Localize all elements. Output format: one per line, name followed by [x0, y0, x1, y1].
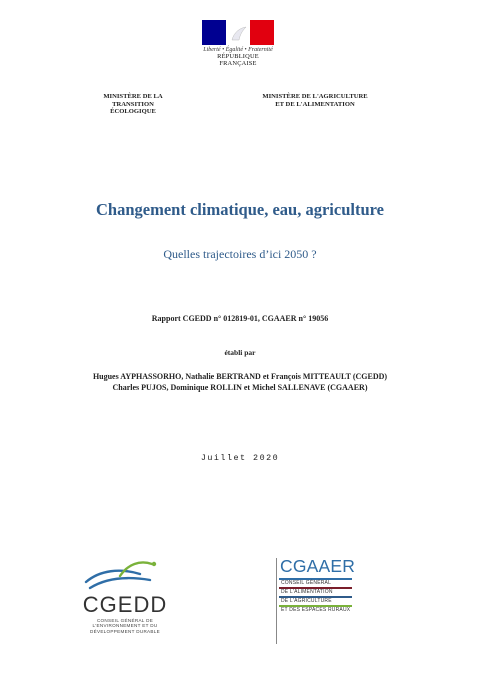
authors-cgedd: Hugues AYPHASSORHO, Nathalie BERTRAND et François MITTEAULT (CGEDD): [92, 372, 388, 381]
document-subtitle: Quelles trajectoires d’ici 2050 ?: [163, 247, 317, 261]
ministry-ecology-line1: MINISTÈRE DE LA TRANSITION: [103, 93, 163, 108]
republic-name: RÉPUBLIQUE FRANÇAISE: [217, 53, 259, 67]
cgedd-name: CGEDD: [82, 592, 168, 617]
ministry-agriculture: [260, 93, 370, 108]
ministry-ecology-line2: ÉCOLOGIQUE: [110, 108, 156, 116]
established-by: établi par: [224, 348, 256, 357]
cgaaer-line4: ET DES ESPACES RURAUX: [281, 607, 351, 613]
cgedd-sub-line2: L'ENVIRONNEMENT ET DU: [92, 623, 158, 629]
publication-date: Juillet 2020: [200, 453, 280, 463]
cgedd-subtitle: [80, 618, 170, 634]
ministry-agriculture-line1: MINISTÈRE DE L'AGRICULTURE: [262, 93, 368, 100]
tricolor-flag-icon: [202, 20, 274, 45]
report-reference: Rapport CGEDD n° 012819-01, CGAAER n° 19056: [151, 314, 329, 323]
cgaaer-line3: DE L'AGRICULTURE: [281, 598, 332, 604]
cgaaer-line1: CONSEIL GÉNÉRAL: [281, 580, 332, 586]
cgedd-emblem-icon: [80, 558, 170, 594]
marianne-logo: [202, 20, 274, 67]
cgaaer-name: CGAAER: [280, 556, 356, 576]
cgaaer-line2: DE L'ALIMENTATION: [281, 589, 333, 595]
ministry-agriculture-line2: ET DE L'ALIMENTATION: [275, 100, 355, 108]
cgedd-sub-line3: DÉVELOPPEMENT DURABLE: [89, 628, 161, 634]
ministry-ecology: [82, 93, 184, 116]
republic-motto: Liberté • Égalité • Fraternité: [203, 47, 273, 53]
cgaaer-divider: [276, 558, 277, 644]
document-title: Changement climatique, eau, agriculture: [96, 200, 384, 219]
cgedd-sub-line1: CONSEIL GÉNÉRAL DE: [96, 618, 154, 623]
cgaaer-logo: [276, 556, 356, 614]
authors-cgaaer: Charles PUJOS, Dominique ROLLIN et Michel SALLENAVE (CGAAER): [112, 383, 368, 392]
cgedd-logo: [80, 558, 170, 634]
